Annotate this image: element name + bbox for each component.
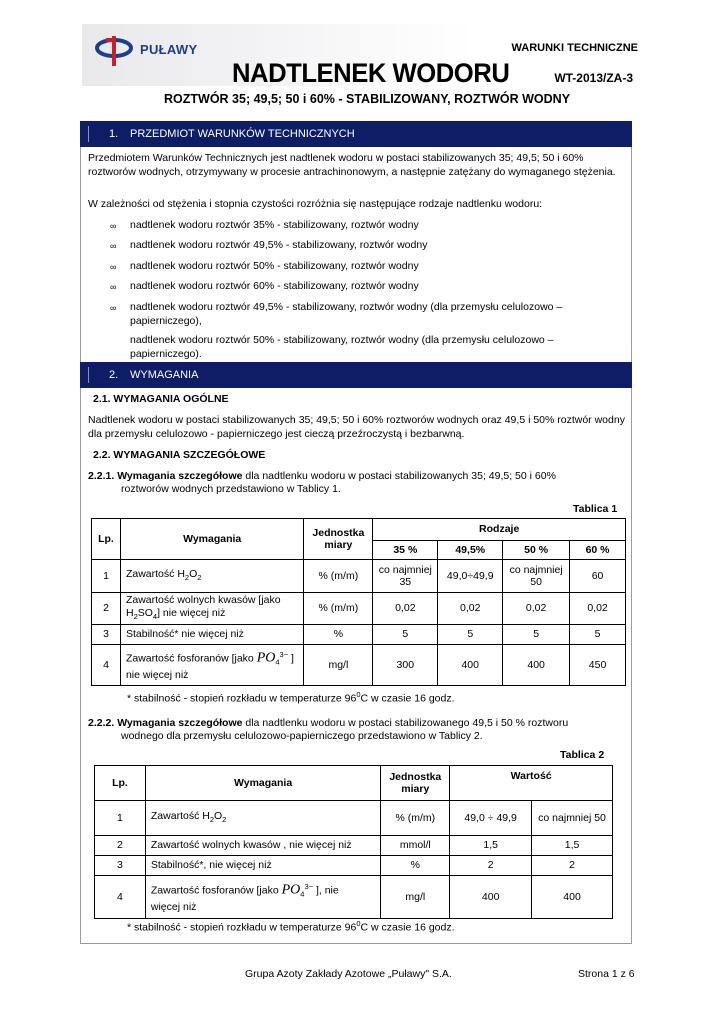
- cell-requirement: Zawartość wolnych kwasów , nie więcej niż: [145, 836, 380, 856]
- chemical-formula: PO: [256, 650, 276, 666]
- cell-requirement: [145, 876, 380, 919]
- bullet-icon: ∞: [110, 303, 117, 313]
- list-item: nadtlenek wodoru roztwór 35% - stabilizowany, roztwór wodny: [130, 219, 419, 231]
- chemical-formula: PO: [281, 882, 301, 898]
- subscript: 4: [275, 657, 280, 667]
- cell-value: 400: [438, 645, 503, 686]
- page-subtitle: ROZTWÓR 35; 49,5; 50 i 60% - STABILIZOWANY, ROZTWÓR WODNY: [164, 92, 571, 106]
- table-row: [92, 560, 626, 593]
- subsection-bold: Wymagania szczegółowe: [117, 717, 243, 729]
- section-1-paragraph-2: W zależności od stężenia i stopnia czystości rozróżnia się następujące rodzaje nadtlenku wodoru:: [88, 198, 543, 210]
- cell-value: 400: [532, 876, 613, 919]
- text: C w czasie 16 godz.: [360, 692, 455, 705]
- table-header-row: [92, 519, 626, 541]
- subscript: 2: [209, 814, 214, 824]
- cell-lp: 3: [95, 856, 146, 876]
- section-title: WYMAGANIA: [130, 369, 199, 381]
- bullet-icon: ∞: [110, 241, 117, 251]
- table-row: [92, 625, 626, 645]
- text: SO: [137, 606, 153, 619]
- cell-value: 0,02: [570, 593, 626, 625]
- superscript: 3−: [279, 649, 289, 659]
- table-row: [95, 876, 613, 919]
- cell-value: 2: [532, 856, 613, 876]
- doc-type: WARUNKI TECHNICZNE: [511, 42, 638, 54]
- cell-lp: 4: [95, 876, 146, 919]
- text: ]: [288, 652, 294, 665]
- section-1-paragraph-1: Przedmiotem Warunków Technicznych jest nadtlenek wodoru w postaci stabilizowanych 35; 49,5; 50 i 60% roztworów wodnych, otrzymywany w procesie antrachinonowym, a następnie zatężany do wymaganego stężenia.: [88, 152, 616, 178]
- table-1-footnote: [127, 690, 455, 705]
- table-row: [92, 593, 626, 625]
- header-lp: Lp.: [92, 519, 121, 560]
- list-item: nadtlenek wodoru roztwór 50% - stabilizowany, roztwór wodny: [130, 260, 419, 272]
- subscript: 2: [184, 572, 190, 582]
- header-kind: 50 %: [503, 541, 570, 560]
- text: O: [189, 567, 198, 580]
- cell-unit: % (m/m): [304, 560, 373, 593]
- cell-value: 49,0 ÷ 49,9: [450, 801, 532, 836]
- cell-requirement: Stabilność* nie więcej niż: [120, 625, 303, 645]
- cell-lp: 2: [95, 836, 146, 856]
- cell-value: 49,0÷49,9: [438, 560, 503, 593]
- company-logo-text: PUŁAWY: [140, 42, 198, 57]
- header-requirements: Wymagania: [145, 766, 380, 801]
- header-kinds: Rodzaje: [373, 519, 626, 541]
- section-tick: [88, 126, 89, 142]
- subsection-2-2-title: 2.2. WYMAGANIA SZCZEGÓŁOWE: [93, 449, 266, 461]
- cell-requirement: [120, 593, 303, 625]
- cell-unit: %: [304, 625, 373, 645]
- cell-value: 0,02: [438, 593, 503, 625]
- text: H: [125, 606, 134, 619]
- subsection-2-2-2-text-line2: wodnego dla przemysłu celulozowo-papierniczego przedstawiono w Tablicy 2.: [121, 730, 483, 742]
- table-1: [91, 518, 626, 686]
- section-number: 2.: [109, 369, 119, 381]
- cell-value: co najmniej 35: [373, 560, 438, 593]
- subsection-bold: Wymagania szczegółowe: [117, 470, 243, 482]
- table-2-footnote: [127, 919, 455, 934]
- cell-value: 5: [373, 625, 438, 645]
- cell-value: 0,02: [373, 593, 438, 625]
- header-requirements: Wymagania: [120, 519, 303, 560]
- cell-unit: mg/l: [381, 876, 450, 919]
- cell-requirement: Stabilność*, nie więcej niż: [145, 856, 380, 876]
- table-header-row: [95, 766, 613, 801]
- section-2-header: [80, 362, 632, 388]
- subscript: 2: [222, 814, 227, 824]
- cell-requirement: [145, 801, 380, 836]
- text: Zawartość fosforanów [jako: [125, 652, 257, 665]
- cell-requirement: [120, 560, 303, 593]
- text: nie więcej niż: [125, 668, 189, 681]
- text: * stabilność - stopień rozkładu w temperaturze 96: [127, 692, 357, 705]
- text: Zawartość H: [150, 809, 210, 822]
- doc-code: WT-2013/ZA-3: [554, 71, 633, 85]
- bullet-icon: ∞: [110, 262, 117, 272]
- cell-lp: 4: [92, 645, 121, 686]
- cell-unit: %: [381, 856, 450, 876]
- cell-value: co najmniej 50: [532, 801, 613, 836]
- text: Zawartość fosforanów [jako: [150, 884, 282, 897]
- header-kind: 49,5%: [438, 541, 503, 560]
- section-1-header: [80, 121, 632, 147]
- cell-lp: 3: [92, 625, 121, 645]
- list-item: nadtlenek wodoru roztwór 49,5% - stabilizowany, roztwór wodny: [130, 239, 428, 251]
- text: Zawartość H: [125, 567, 185, 580]
- text: * stabilność - stopień rozkładu w temperaturze 96: [127, 921, 357, 934]
- subsection-2-2-1-text: [88, 470, 628, 484]
- superscript: 0: [356, 919, 361, 928]
- footer-page-number: Strona 1 z 6: [578, 968, 635, 980]
- cell-value: co najmniej 50: [503, 560, 570, 593]
- subsection-2-1-text: Nadtlenek wodoru w postaci stabilizowanych 35; 49,5; 50 i 60% roztworów wodnych oraz 49,5 i 50% roztwór wodny dla przemysłu celulozowo - papierniczego jest cieczą przeźroczystą i bezbarwną.: [88, 414, 625, 440]
- bullet-icon: ∞: [110, 221, 117, 231]
- subscript: 2: [197, 572, 202, 582]
- superscript: 3−: [304, 881, 314, 891]
- subsection-rest: dla nadtlenku wodoru w postaci stabilizowanego 49,5 i 50 % roztworu: [242, 717, 569, 729]
- cell-lp: 1: [95, 801, 146, 836]
- text: więcej niż: [150, 900, 197, 913]
- cell-value: 5: [503, 625, 570, 645]
- cell-requirement: [120, 645, 303, 686]
- cell-value: 450: [570, 645, 626, 686]
- subsection-2-2-2-text: [88, 717, 628, 731]
- bullet-icon: ∞: [110, 282, 117, 292]
- subsection-2-2-1-text-line2: roztworów wodnych przedstawiono w Tablicy 1.: [121, 483, 341, 495]
- table-row: [92, 645, 626, 686]
- cell-value: 400: [450, 876, 532, 919]
- text: O: [214, 809, 223, 822]
- cell-value: 1,5: [532, 836, 613, 856]
- cell-lp: 2: [92, 593, 121, 625]
- cell-lp: 1: [92, 560, 121, 593]
- footer-company: Grupa Azoty Zakłady Azotowe „Puławy" S.A.: [245, 968, 452, 980]
- subsection-2-1-title: 2.1. WYMAGANIA OGÓLNE: [93, 393, 229, 405]
- cell-value: 5: [438, 625, 503, 645]
- superscript: 0: [356, 690, 361, 699]
- section-number: 1.: [109, 128, 119, 140]
- subsection-number: 2.2.1.: [88, 470, 115, 482]
- header-kind: 60 %: [570, 541, 626, 560]
- cell-value: 1,5: [450, 836, 532, 856]
- subsection-number: 2.2.2.: [88, 717, 115, 729]
- table-2-caption: Tablica 2: [560, 749, 605, 761]
- header-value: Wartość: [450, 766, 613, 801]
- cell-unit: % (m/m): [304, 593, 373, 625]
- header-lp: Lp.: [95, 766, 146, 801]
- table-row: [95, 801, 613, 836]
- section-tick: [88, 367, 89, 383]
- cell-unit: mmol/l: [381, 836, 450, 856]
- cell-value: 400: [503, 645, 570, 686]
- page-title: NADTLENEK WODORU: [232, 58, 510, 88]
- header-unit: Jednostka miary: [381, 766, 450, 801]
- cell-value: 0,02: [503, 593, 570, 625]
- subscript: 2: [133, 611, 138, 621]
- subsection-rest: dla nadtlenku wodoru w postaci stabilizowanych 35; 49,5; 50 i 60%: [242, 470, 556, 482]
- table-row: [95, 836, 613, 856]
- header-unit: Jednostka miary: [304, 519, 373, 560]
- list-item: nadtlenek wodoru roztwór 60% - stabilizowany, roztwór wodny: [130, 280, 419, 292]
- list-item: nadtlenek wodoru roztwór 50% - stabilizowany, roztwór wodny (dla przemysłu celulozowo – papierniczego).: [130, 334, 554, 360]
- table-1-caption: Tablica 1: [573, 503, 618, 515]
- text: ], nie: [313, 884, 339, 897]
- table-row: [95, 856, 613, 876]
- cell-unit: % (m/m): [381, 801, 450, 836]
- cell-value: 5: [570, 625, 626, 645]
- cell-value: 60: [570, 560, 626, 593]
- subscript: 4: [300, 889, 305, 899]
- cell-value: 2: [450, 856, 532, 876]
- table-2: [94, 765, 613, 919]
- cell-unit: mg/l: [304, 645, 373, 686]
- subscript: 4: [152, 611, 158, 621]
- header-kind: 35 %: [373, 541, 438, 560]
- text: Zawartość wolnych kwasów [jako: [125, 594, 281, 606]
- list-item: nadtlenek wodoru roztwór 49,5% - stabilizowany, roztwór wodny (dla przemysłu celulozowo – papierniczego),: [130, 301, 563, 327]
- text: C w czasie 16 godz.: [360, 921, 455, 934]
- section-title: PRZEDMIOT WARUNKÓW TECHNICZNYCH: [130, 128, 355, 140]
- text: ] nie więcej niż: [157, 606, 226, 619]
- cell-value: 300: [373, 645, 438, 686]
